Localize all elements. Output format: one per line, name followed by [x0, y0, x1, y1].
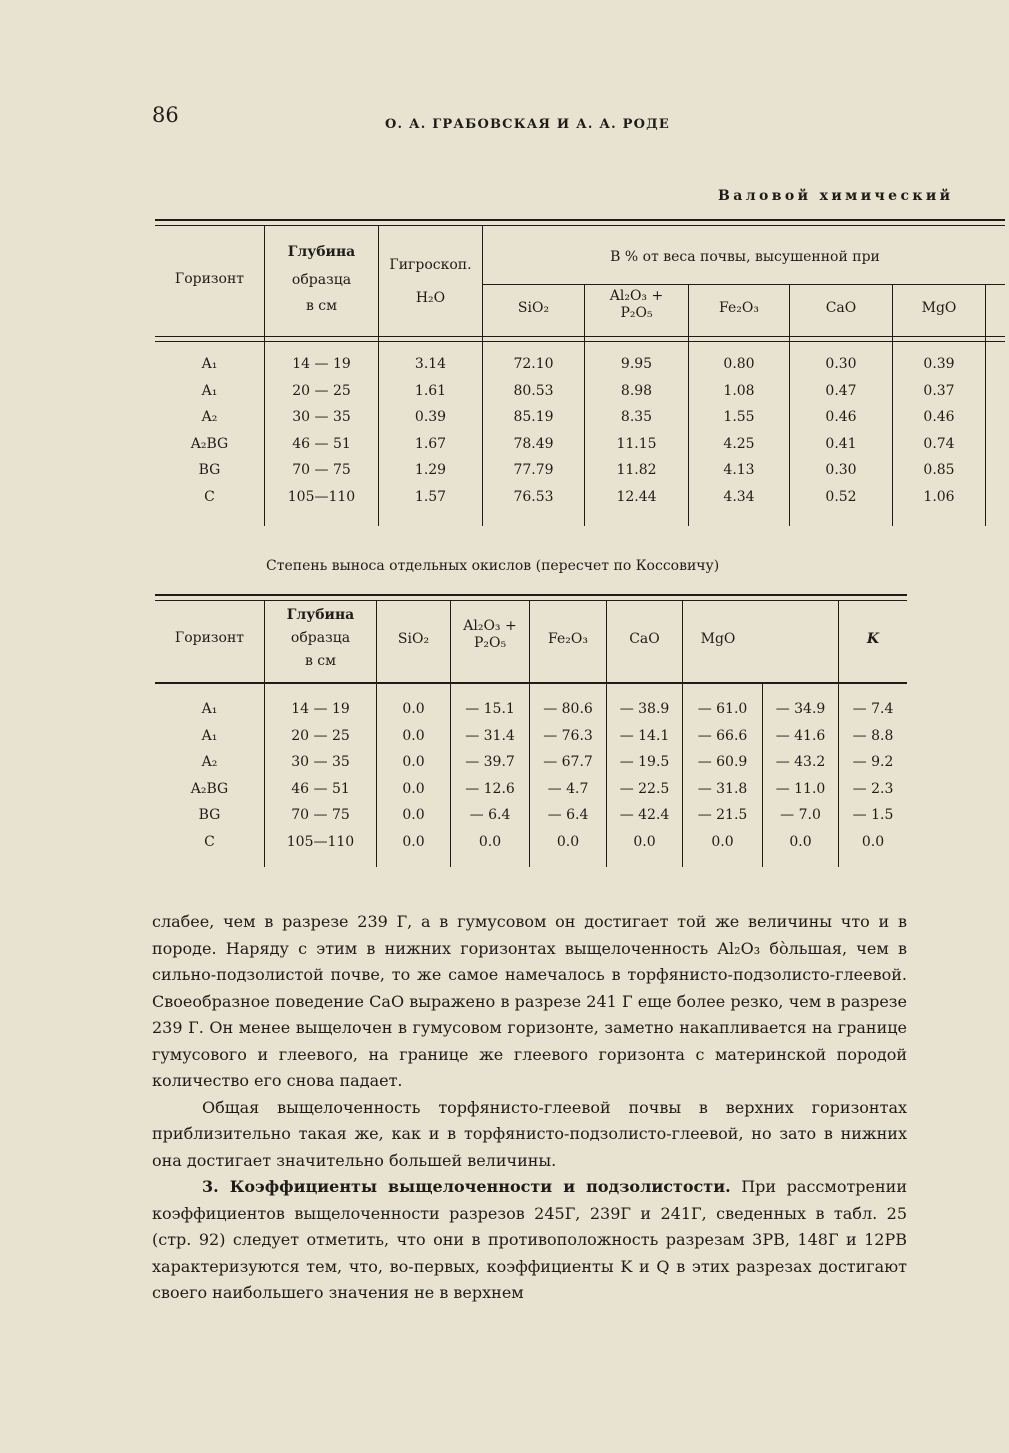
table2-cell: — 19.5 — [619, 754, 670, 770]
table2-cell: — 31.4 — [465, 727, 515, 744]
table2-cell: 14 — 19 — [291, 701, 350, 717]
table2-cell: 0.0 — [402, 833, 425, 850]
table1-cell: 80.53 — [513, 382, 554, 399]
table1-cell: 105—110 — [287, 488, 356, 505]
table2-cell: 0.0 — [402, 780, 425, 797]
table1-group-rule — [483, 284, 1005, 285]
table2-cell: — 38.9 — [619, 701, 670, 717]
table1-cell: 1.08 — [723, 382, 755, 399]
table2-col-al2o3-2: P₂O₅ — [473, 635, 507, 651]
table2-cell: — 7.4 — [852, 701, 894, 717]
table2-cell: A₂BG — [190, 780, 229, 797]
table2-col-depth-3: в см — [304, 653, 337, 669]
table1-cell: 9.95 — [620, 356, 653, 372]
table1-group-header: В % от веса почвы, высушенной при — [610, 249, 880, 265]
table1-cell: 1.61 — [414, 382, 447, 399]
table1-cell: 8.35 — [620, 409, 653, 425]
table1-cell: A₂ — [201, 409, 218, 425]
table2-col-mgo: MgO — [700, 631, 736, 647]
table1-cell: A₁ — [201, 356, 218, 372]
table1-cell: 77.79 — [513, 462, 554, 478]
paragraph-3 — [152, 1174, 907, 1307]
paragraph-2: Общая выщелоченность торфянисто-глеевой почвы в верхних горизонтах приблизительно такая же, как и в торфянисто-подзолисто-глеевой, но зато в нижних она достигает значительно большей величины. — [152, 1097, 907, 1170]
table1-cell: 3.14 — [414, 356, 447, 372]
table1-cell: 46 — 51 — [292, 435, 351, 452]
table1-cell: 0.85 — [923, 462, 955, 478]
table2-cell: 105—110 — [286, 833, 355, 850]
table1-cell: C — [204, 488, 215, 505]
table2-top-rule — [155, 594, 907, 596]
table2-cell: — 22.5 — [619, 780, 670, 797]
table2-cell: — 67.7 — [543, 754, 593, 770]
table2-cell: — 61.0 — [697, 701, 748, 717]
table2-cell: — 60.9 — [697, 754, 748, 770]
table1-cell: BG — [198, 462, 221, 478]
table1-cell: 0.80 — [723, 356, 755, 372]
table2-cell: — 4.7 — [547, 780, 589, 797]
table2-top-rule-thin — [155, 600, 907, 601]
table1-cell: 76.53 — [513, 488, 554, 505]
table2-header-rule — [155, 682, 907, 684]
table2-cell: — 15.1 — [465, 701, 515, 717]
table2-cell: C — [204, 833, 215, 850]
section-heading: 3. Коэффициенты выщелоченности и подзолистости. — [202, 1177, 731, 1196]
table1-cell: 0.41 — [825, 435, 857, 452]
table1-header-rule — [155, 336, 1005, 337]
table2-cell: — 12.6 — [465, 780, 515, 797]
table1-cell: 12.44 — [616, 488, 657, 505]
table1-cell: A₂BG — [190, 435, 229, 452]
table1-cell: 0.39 — [923, 356, 955, 372]
table1-cell: 70 — 75 — [292, 462, 351, 478]
table2-cell: — 34.9 — [775, 701, 826, 717]
table1-col-al2o3-1: Al₂O₃ + — [609, 288, 664, 304]
table1-cell: 1.67 — [414, 435, 447, 452]
table2-cell: BG — [198, 807, 221, 823]
table1-cell: A₁ — [201, 382, 218, 399]
table1-cell: 4.13 — [723, 462, 755, 478]
table2-cell: — 21.5 — [697, 807, 748, 823]
table2-cell: 0.0 — [711, 833, 734, 850]
table1-col-hygro-1: Гигроскоп. — [389, 257, 472, 273]
table2-caption: Степень выноса отдельных окислов (пересчет по Коссовичу) — [266, 558, 720, 574]
table2-cell: — 39.7 — [465, 754, 515, 770]
table2-col-cao: CaO — [629, 631, 660, 647]
table1-cell: 4.25 — [723, 435, 755, 452]
table1-col-depth-2: образца — [291, 272, 352, 288]
paragraph-1: слабее, чем в разрезе 239 Г, а в гумусовом он достигает той же величины что и в породе. Наряду с этим в нижних горизонтах выщелоченность Al₂O₃ бо̀льшая, чем в сильно-подзолистой почве, то же самое намечалось в торфянисто-подзолисто-глеевой. Своеобразное поведение CaO выражено в разрезе 241 Г еще более резко, чем в разрезе 239 Г. Он менее выщелочен в гумусовом горизонте, заметно накапливается на границе гумусового и глеевого, на границе же глеевого горизонта с материнской породой количество его снова падает. — [152, 912, 907, 1090]
table2-cell: 46 — 51 — [291, 780, 350, 797]
table1-cell: 11.82 — [616, 462, 657, 478]
table2-cell: 0.0 — [861, 833, 885, 850]
table1-cell: 1.06 — [923, 488, 955, 505]
table2-cell: — 6.4 — [547, 807, 589, 823]
table2-cell: — 41.6 — [775, 727, 826, 744]
table1-cell: 1.57 — [414, 488, 447, 505]
table1-cell: 0.30 — [825, 462, 857, 478]
table2-col-fe2o3: Fe₂O₃ — [548, 631, 588, 647]
table1-cell: 0.46 — [825, 409, 857, 425]
table1-col-hygro-2: H₂O — [415, 290, 446, 306]
paragraph-3-text: При рассмотрении коэффициентов выщелоченности разрезов 245Г, 239Г и 241Г, сведенных в табл. 25 (стр. 92) следует отметить, что они в противоположность разрезам 3РВ, 148Г и 12РВ характеризуются тем, что, во-первых, коэффициенты K и Q в этих разрезах достигают своего наибольшего значения не в верхнем — [152, 1177, 908, 1302]
table2-cell: 0.0 — [402, 807, 425, 823]
table2-cell: 0.0 — [633, 833, 656, 850]
table2-cell: — 76.3 — [543, 727, 593, 744]
table1-top-rule — [155, 219, 1005, 221]
table1-cell: 14 — 19 — [292, 356, 351, 372]
table1-cell: 20 — 25 — [292, 382, 351, 399]
table2-cell: 0.0 — [478, 833, 502, 850]
table2-cell: — 6.4 — [469, 807, 511, 823]
table2-cell: — 7.0 — [780, 807, 821, 823]
table1-top-rule-thin — [155, 225, 1005, 226]
table1-cell: 4.34 — [723, 488, 755, 505]
table1-col-sio2: SiO₂ — [517, 300, 550, 316]
table2-col-k: K — [866, 631, 880, 647]
table2-cell: 0.0 — [789, 833, 812, 850]
table1-col-cao: CaO — [825, 300, 857, 316]
table1-cell: 30 — 35 — [292, 409, 351, 425]
table1-col-al2o3-2: P₂O₅ — [620, 305, 653, 321]
table1-cell: 11.15 — [616, 435, 657, 452]
table2-cell: — 80.6 — [543, 701, 593, 717]
table1-col-mgo: MgO — [921, 300, 957, 316]
table2-cell: — 31.8 — [697, 780, 748, 797]
table2-col-al2o3-1: Al₂O₃ + — [463, 618, 517, 634]
table1-col-depth-1: Глубина — [287, 244, 356, 260]
table1-caption: Валовой химический — [718, 188, 954, 204]
table2-cell: A₁ — [201, 727, 218, 744]
table2-cell: 0.0 — [402, 701, 425, 717]
table2-cell: — 66.6 — [697, 727, 748, 744]
body-text — [152, 909, 907, 1307]
table1-cell: 0.74 — [923, 435, 955, 452]
table2-col-horizon: Горизонт — [174, 630, 245, 646]
table1-cell: 0.39 — [414, 409, 447, 425]
table2-cell: — 43.2 — [775, 754, 826, 770]
table2-cell: — 8.8 — [852, 727, 894, 744]
table2-cell: — 42.4 — [619, 807, 670, 823]
table1-cell: 0.30 — [825, 356, 857, 372]
table1-cell: 8.98 — [620, 382, 653, 399]
table2-cell: — 14.1 — [619, 727, 670, 744]
table1-cell: 1.29 — [414, 462, 447, 478]
running-head: О. А. ГРАБОВСКАЯ И А. А. РОДЕ — [385, 117, 670, 132]
table2-cell: 70 — 75 — [291, 807, 350, 823]
table1-cell: 0.47 — [825, 382, 857, 399]
table1-col-fe2o3: Fe₂O₃ — [719, 300, 759, 316]
table2-cell: 20 — 25 — [291, 727, 350, 744]
table1-cell: 1.55 — [723, 409, 755, 425]
page-number: 86 — [152, 103, 179, 127]
table1-header-rule-2 — [155, 341, 1005, 342]
table1-cell: 85.19 — [513, 409, 554, 425]
table2-cell: — 2.3 — [852, 780, 894, 797]
table1-cell: 78.49 — [513, 435, 554, 452]
table1-cell: 0.46 — [923, 409, 955, 425]
table2-cell: — 1.5 — [852, 807, 894, 823]
table2-cell: 30 — 35 — [291, 754, 350, 770]
table2-col-depth-2: образца — [290, 630, 351, 646]
table2-col-sio2: SiO₂ — [397, 631, 430, 647]
table2-cell: 0.0 — [556, 833, 580, 850]
table1-col-horizon: Горизонт — [174, 271, 245, 287]
table2-cell: A₁ — [201, 701, 218, 717]
table2-cell: — 11.0 — [775, 780, 826, 797]
table1-col-depth-3: в см — [305, 298, 338, 314]
table1-cell: 0.37 — [923, 382, 955, 399]
table1-cell: 0.52 — [825, 488, 857, 505]
table2-col-depth-1: Глубина — [286, 607, 355, 623]
table2-cell: A₂ — [201, 754, 218, 770]
table1-cell: 72.10 — [513, 356, 554, 372]
table2-cell: — 9.2 — [852, 754, 894, 770]
table2-cell: 0.0 — [402, 727, 425, 744]
table2-cell: 0.0 — [402, 754, 425, 770]
